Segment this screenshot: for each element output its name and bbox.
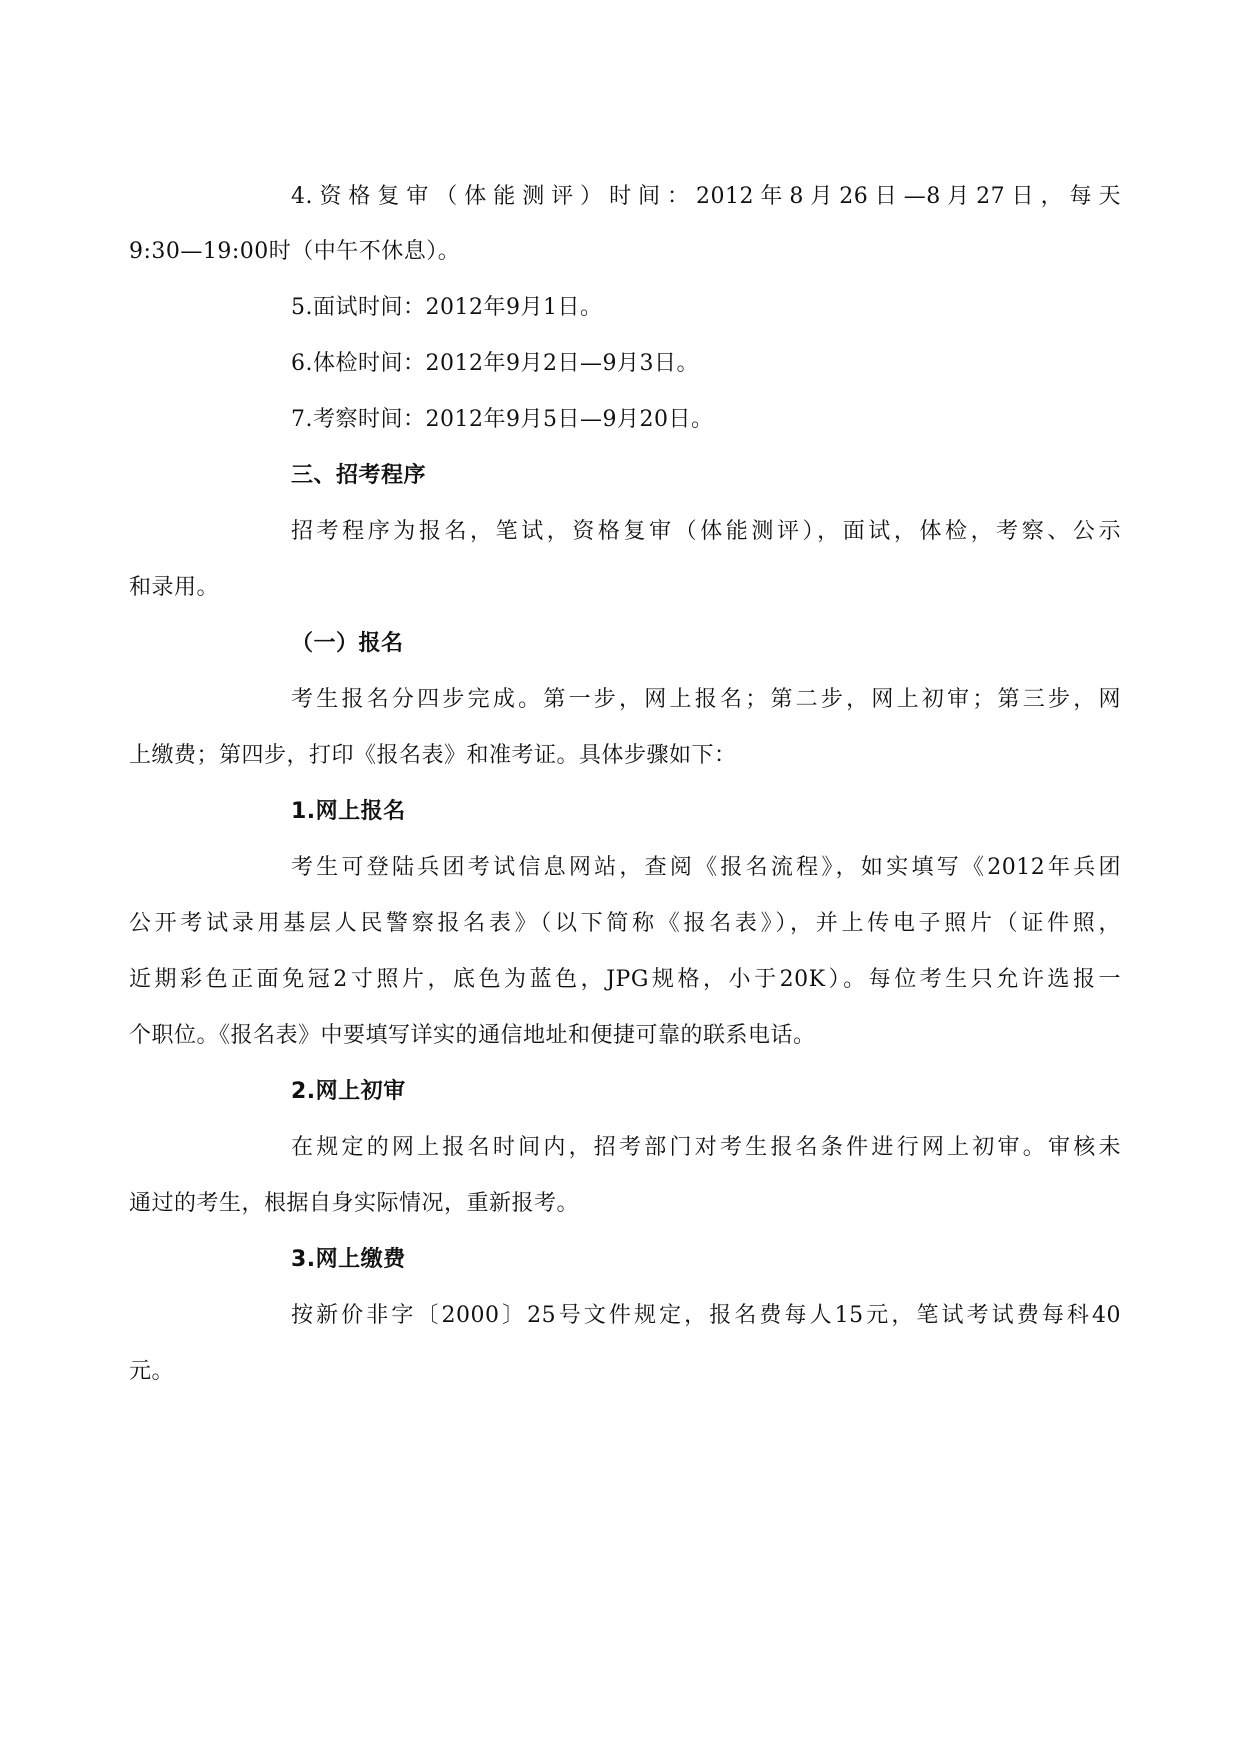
step-heading-online-review: 2.网上初审	[291, 1079, 406, 1104]
paragraph-online-registration: 考生可登陆兵团考试信息网站，查阅《报名流程》，如实填写《2012年兵团	[291, 855, 1121, 880]
paragraph-medical-time: 6.体检时间：2012年9月2日—9月3日。	[291, 351, 699, 376]
paragraph-online-payment-cont: 元。	[129, 1359, 175, 1384]
paragraph-online-payment: 按新价非字〔2000〕25号文件规定，报名费每人15元，笔试考试费每科40	[291, 1303, 1121, 1328]
paragraph-requalification-time-cont: 9:30—19:00时（中午不休息）。	[129, 239, 461, 264]
paragraph-online-review: 在规定的网上报名时间内，招考部门对考生报名条件进行网上初审。审核未	[291, 1135, 1121, 1160]
paragraph-registration-steps: 考生报名分四步完成。第一步，网上报名；第二步，网上初审；第三步，网	[291, 687, 1121, 712]
paragraph-online-registration-cont-1: 公开考试录用基层人民警察报名表》（以下简称《报名表》），并上传电子照片（证件照，	[129, 911, 1121, 936]
paragraph-requalification-time: 4.资格复审（体能测评）时间：2012年8月26日—8月27日，每天	[291, 184, 1121, 209]
step-heading-online-payment: 3.网上缴费	[291, 1247, 406, 1272]
paragraph-procedure-cont: 和录用。	[129, 575, 220, 600]
paragraph-online-registration-cont-3: 个职位。《报名表》中要填写详实的通信地址和便捷可靠的联系电话。	[129, 1023, 816, 1048]
section-heading-procedure: 三、招考程序	[291, 463, 427, 488]
paragraph-inspection-time: 7.考察时间：2012年9月5日—9月20日。	[291, 407, 714, 432]
step-heading-online-registration: 1.网上报名	[291, 799, 406, 824]
paragraph-online-registration-cont-2: 近期彩色正面免冠2寸照片，底色为蓝色，JPG规格，小于20K）。每位考生只允许选报一	[129, 967, 1121, 992]
paragraph-procedure: 招考程序为报名，笔试，资格复审（体能测评），面试，体检，考察、公示	[291, 519, 1121, 544]
paragraph-online-review-cont: 通过的考生，根据自身实际情况，重新报考。	[129, 1191, 580, 1216]
subsection-heading-registration: （一）报名	[291, 631, 404, 656]
paragraph-registration-steps-cont: 上缴费；第四步，打印《报名表》和准考证。具体步骤如下：	[129, 743, 737, 768]
paragraph-interview-time: 5.面试时间：2012年9月1日。	[291, 295, 603, 320]
